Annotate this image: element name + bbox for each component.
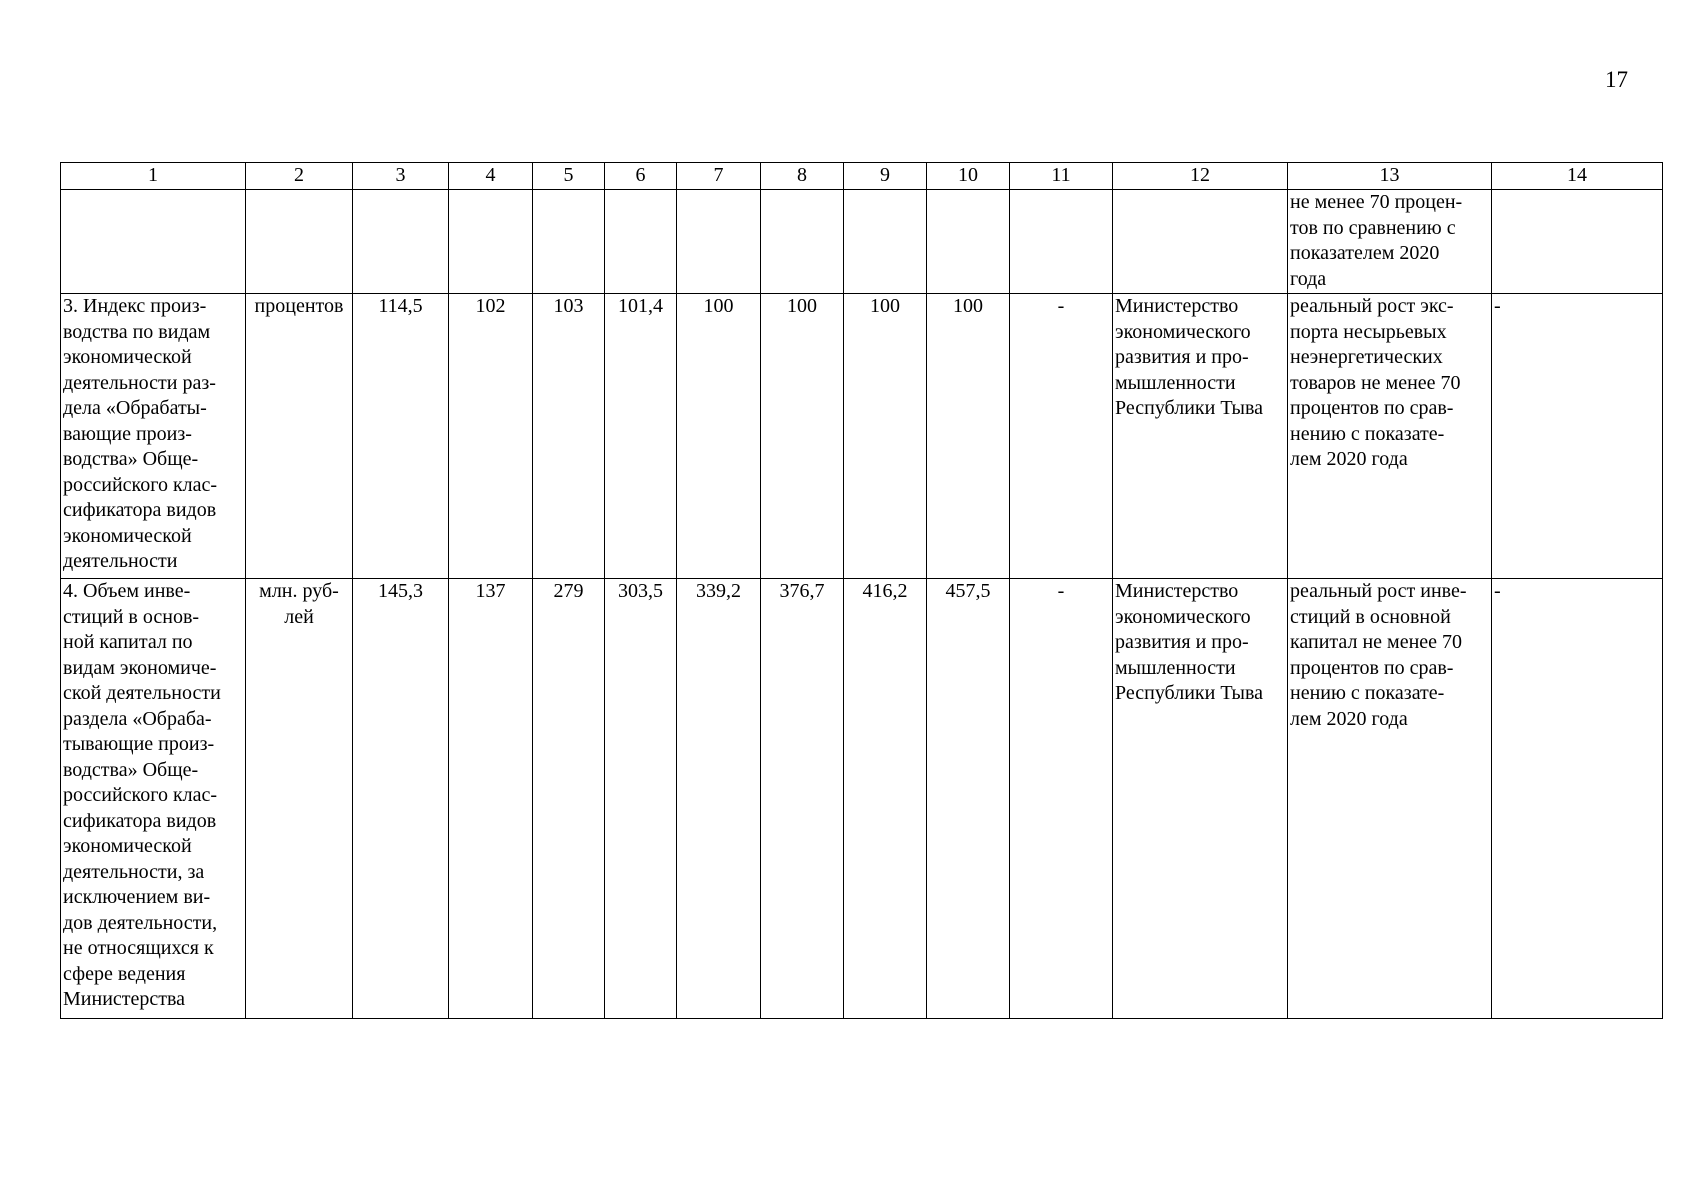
header-cell: 6 — [605, 163, 677, 190]
value-cell — [677, 190, 761, 294]
indicator-cell — [61, 190, 246, 294]
header-cell: 8 — [761, 163, 844, 190]
responsible-cell — [1113, 190, 1288, 294]
value-cell: 114,5 — [353, 294, 449, 579]
table-row — [61, 579, 1663, 1019]
table-row — [61, 294, 1663, 579]
value-cell: 100 — [677, 294, 761, 579]
value-cell: 102 — [449, 294, 533, 579]
responsible-cell: Министерство экономического развития и про- мышленности Республики Тыва — [1113, 579, 1288, 1019]
indicators-table — [60, 162, 1663, 1019]
value-cell: 137 — [449, 579, 533, 1019]
col11-cell — [1010, 190, 1113, 294]
unit-cell — [246, 190, 353, 294]
header-cell: 11 — [1010, 163, 1113, 190]
col11-cell: - — [1010, 579, 1113, 1019]
responsible-cell: Министерство экономического развития и про- мышленности Республики Тыва — [1113, 294, 1288, 579]
unit-cell: процентов — [246, 294, 353, 579]
value-cell — [605, 190, 677, 294]
value-cell: 100 — [761, 294, 844, 579]
value-cell: 100 — [844, 294, 927, 579]
col14-cell — [1492, 190, 1663, 294]
header-cell: 10 — [927, 163, 1010, 190]
result-cell: реальный рост инве- стиций в основной капитал не менее 70 процентов по срав- нению с показате- лем 2020 года — [1288, 579, 1492, 1019]
header-cell: 3 — [353, 163, 449, 190]
indicator-cell: 4. Объем инве- стиций в основ- ной капитал по видам экономиче- ской деятельности раздела «Обраба- тывающие произ- водства» Обще- российского клас- сификатора видов экономической деятельности, за исключением ви- дов деятельности, не относящихся к сфере ведения Министерства — [61, 579, 246, 1019]
value-cell: 416,2 — [844, 579, 927, 1019]
value-cell: 376,7 — [761, 579, 844, 1019]
value-cell — [844, 190, 927, 294]
indicator-cell: 3. Индекс произ- водства по видам экономической деятельности раз- дела «Обрабаты- вающие произ- водства» Обще- российского клас- сификатора видов экономической деятельности — [61, 294, 246, 579]
value-cell: 103 — [533, 294, 605, 579]
page-number: 17 — [1605, 67, 1628, 92]
unit-cell: млн. руб- лей — [246, 579, 353, 1019]
value-cell: 279 — [533, 579, 605, 1019]
value-cell — [761, 190, 844, 294]
value-cell — [533, 190, 605, 294]
col11-cell: - — [1010, 294, 1113, 579]
value-cell: 145,3 — [353, 579, 449, 1019]
table-row — [61, 190, 1663, 294]
value-cell — [449, 190, 533, 294]
header-cell: 1 — [61, 163, 246, 190]
col14-cell: - — [1492, 294, 1663, 579]
header-cell: 14 — [1492, 163, 1663, 190]
value-cell — [353, 190, 449, 294]
value-cell: 101,4 — [605, 294, 677, 579]
table-header-row — [61, 163, 1663, 190]
result-cell: не менее 70 процен- тов по сравнению с показателем 2020 года — [1288, 190, 1492, 294]
header-cell: 13 — [1288, 163, 1492, 190]
header-cell: 7 — [677, 163, 761, 190]
value-cell: 339,2 — [677, 579, 761, 1019]
value-cell — [927, 190, 1010, 294]
value-cell: 303,5 — [605, 579, 677, 1019]
header-cell: 2 — [246, 163, 353, 190]
header-cell: 12 — [1113, 163, 1288, 190]
col14-cell: - — [1492, 579, 1663, 1019]
value-cell: 100 — [927, 294, 1010, 579]
value-cell: 457,5 — [927, 579, 1010, 1019]
header-cell: 9 — [844, 163, 927, 190]
result-cell: реальный рост экс- порта несырьевых неэнергетических товаров не менее 70 процентов по срав- нению с показате- лем 2020 года — [1288, 294, 1492, 579]
header-cell: 4 — [449, 163, 533, 190]
header-cell: 5 — [533, 163, 605, 190]
